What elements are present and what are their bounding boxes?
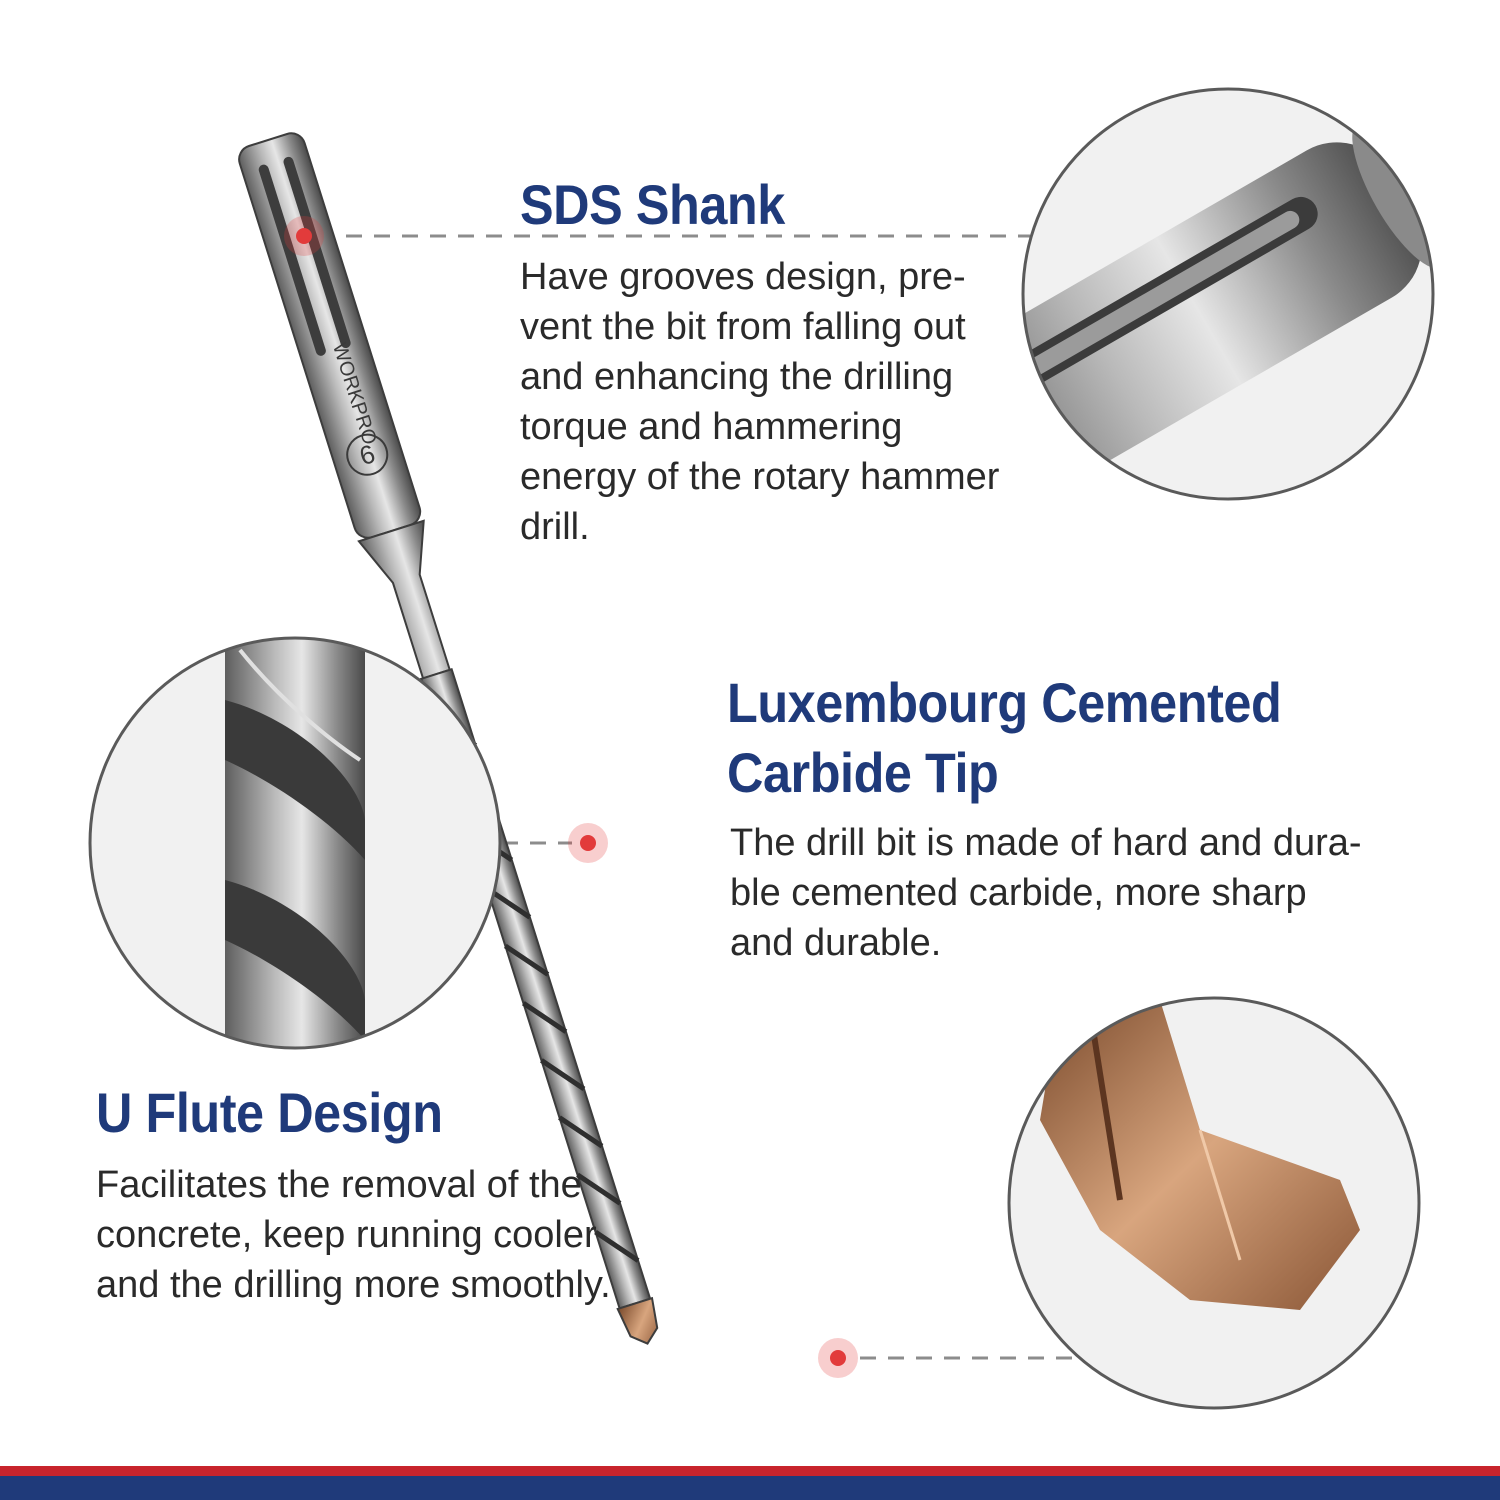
description-line: and the drilling more smoothly.	[96, 1264, 611, 1306]
description-line: The drill bit is made of hard and dura-	[730, 822, 1362, 864]
description-line: energy of the rotary hammer	[520, 456, 1000, 498]
description-line: ble cemented carbide, more sharp	[730, 872, 1307, 914]
description-carbide-tip	[730, 818, 1362, 968]
bottom-band-blue	[0, 1476, 1500, 1500]
zoom-circle-tip	[1009, 998, 1419, 1408]
description-line: Have grooves design, pre-	[520, 256, 966, 298]
heading-u-flute: U Flute Design	[96, 1081, 443, 1144]
description-line: concrete, keep running cooler	[96, 1214, 597, 1256]
bottom-band-red	[0, 1466, 1500, 1476]
description-line: torque and hammering	[520, 406, 903, 448]
description-line: and durable.	[730, 922, 942, 964]
shank-body	[236, 130, 424, 541]
heading-line: Carbide Tip	[727, 741, 999, 804]
hotspot-flute	[568, 823, 608, 863]
description-line: Facilitates the removal of the	[96, 1164, 582, 1206]
heading-carbide-tip	[727, 668, 1281, 808]
hotspot-shank	[284, 216, 324, 256]
description-line: and enhancing the drilling	[520, 356, 954, 398]
description-line: drill.	[520, 506, 590, 548]
carbide-tip	[618, 1298, 665, 1349]
description-sds-shank	[520, 252, 999, 552]
heading-sds-shank: SDS Shank	[520, 173, 785, 236]
heading-line: Luxembourg Cemented	[727, 671, 1282, 734]
description-line: vent the bit from falling out	[520, 306, 966, 348]
bit-size-marking: 6	[355, 438, 379, 472]
bit-brand-marking: WORKPRO	[327, 340, 381, 448]
hotspot-tip	[818, 1338, 858, 1378]
description-u-flute	[96, 1160, 611, 1310]
